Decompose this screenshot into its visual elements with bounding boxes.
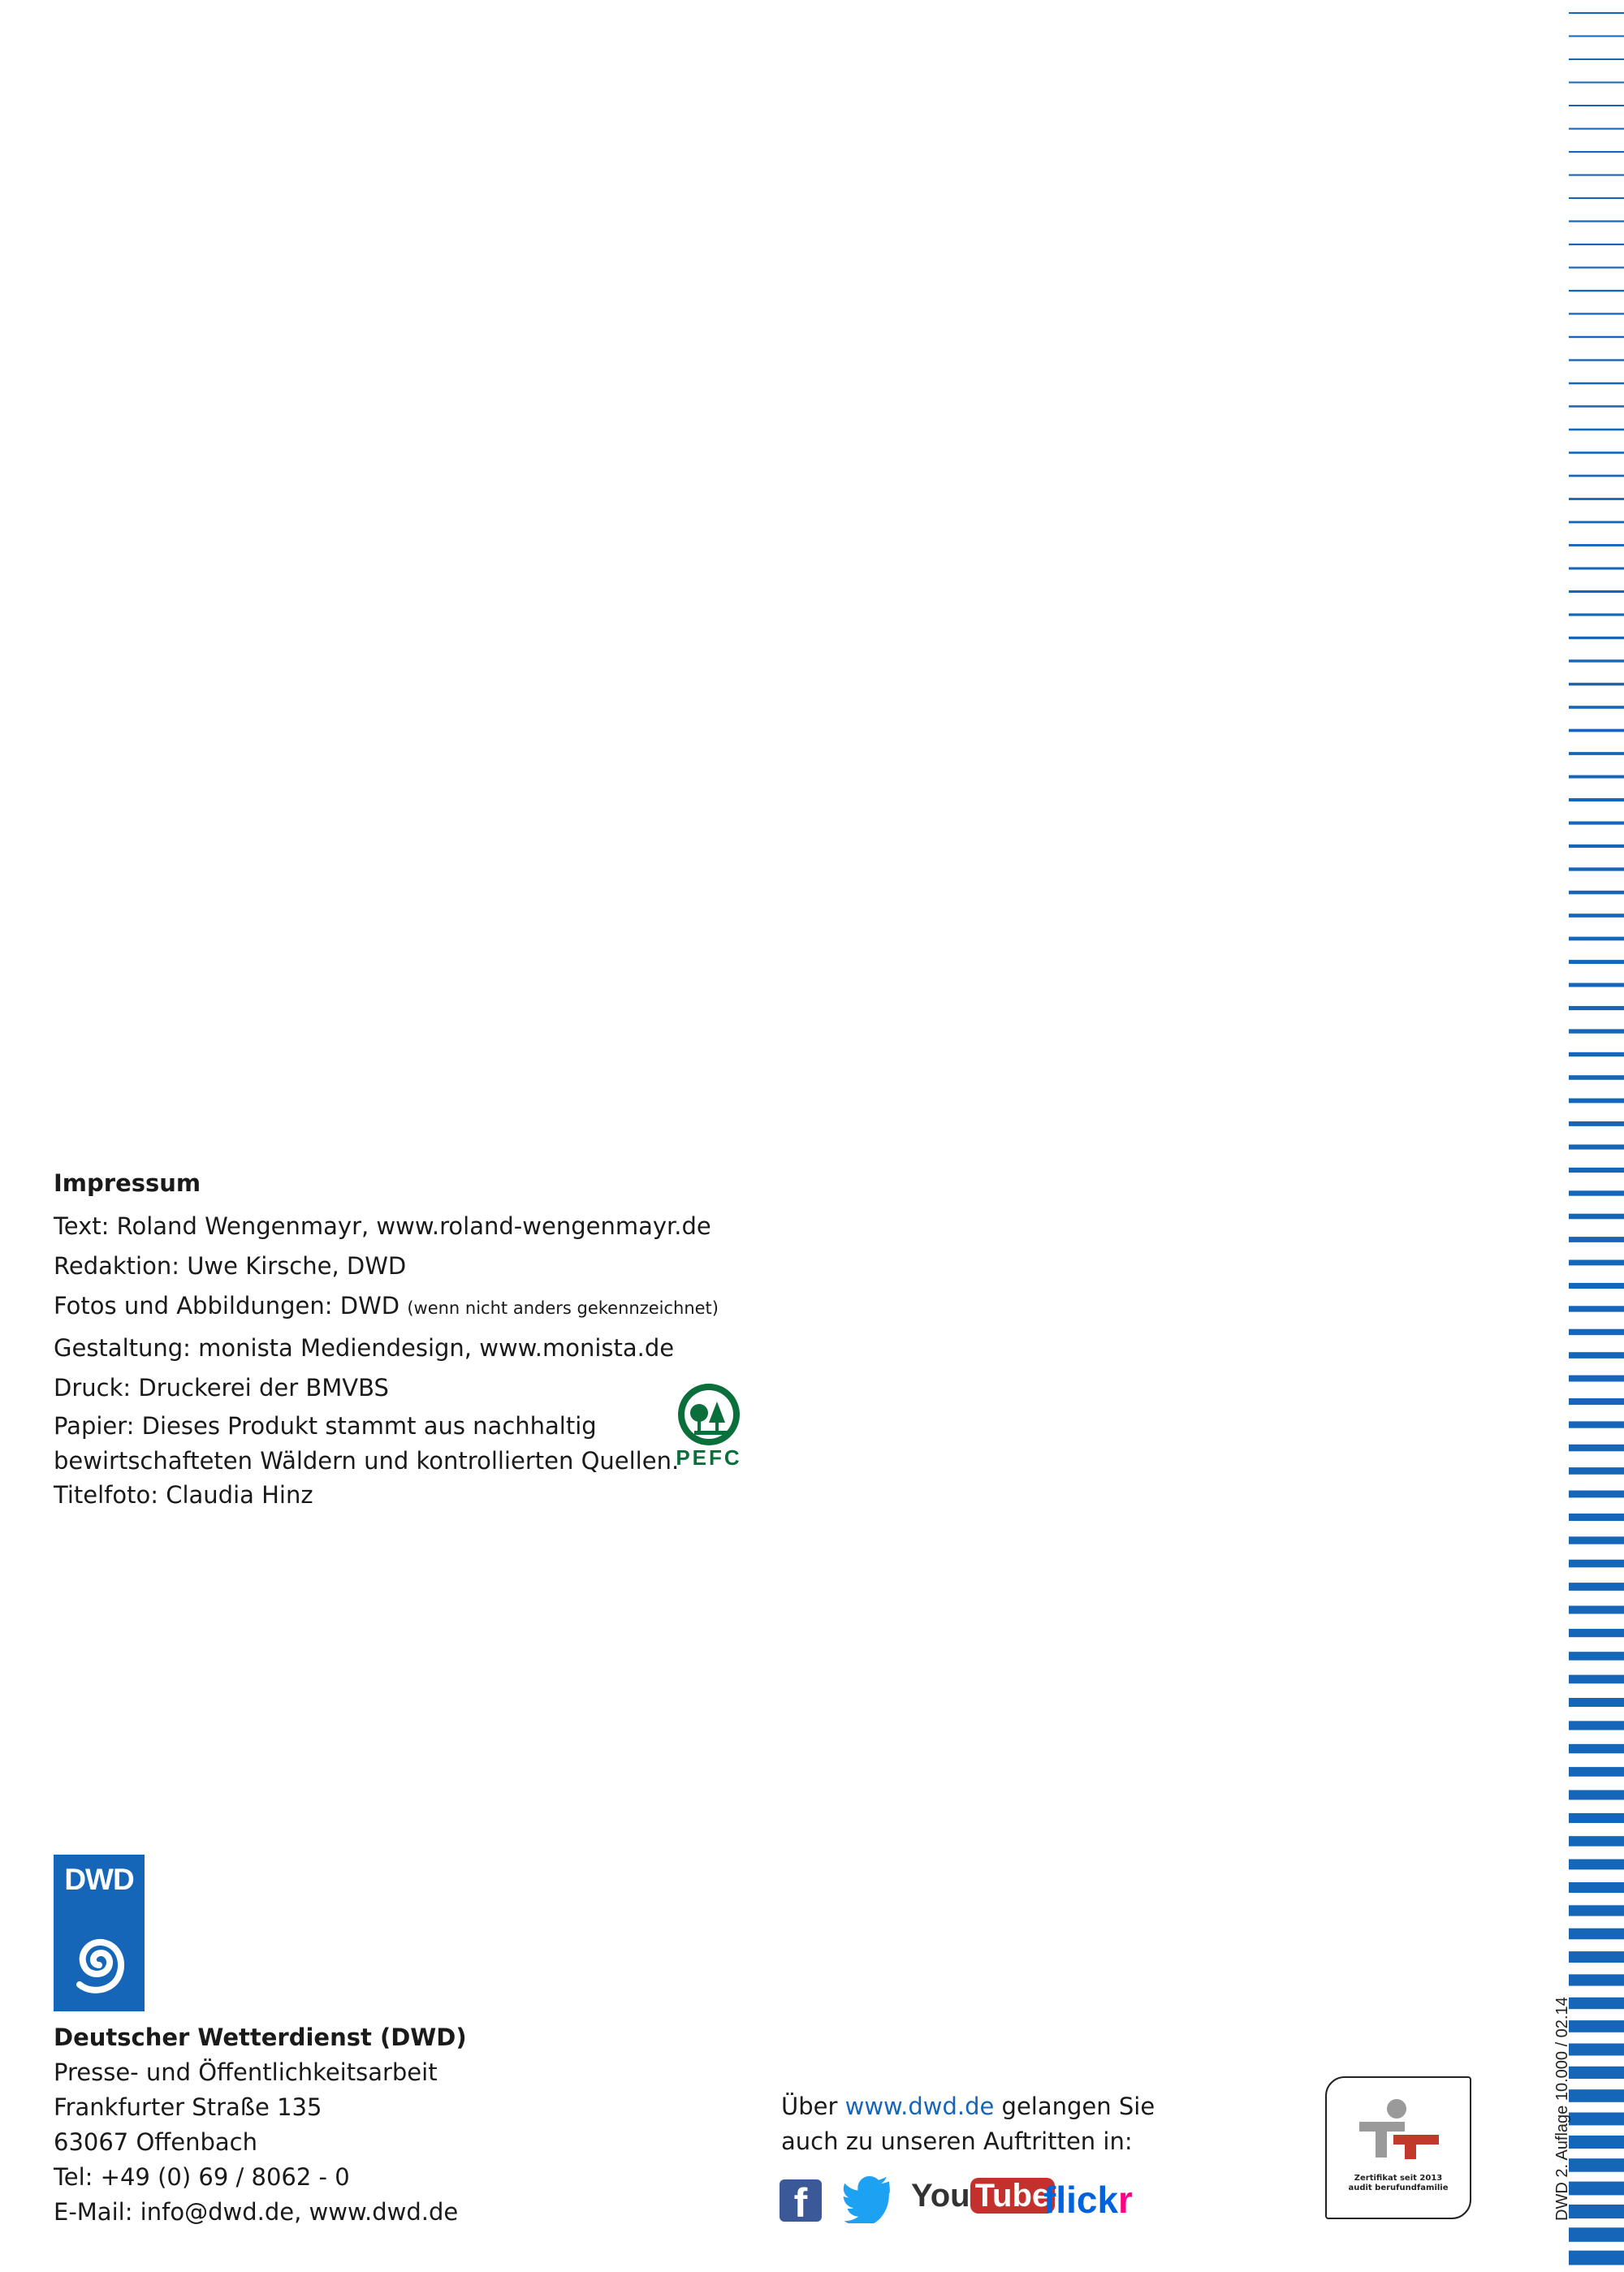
stripe (1569, 429, 1624, 431)
stripe (1569, 1652, 1624, 1661)
stripe (1569, 1398, 1624, 1405)
stripe (1569, 290, 1624, 292)
spiral-icon (58, 1916, 140, 2006)
impressum-title: Impressum (54, 1169, 201, 1197)
stripe (1569, 683, 1624, 686)
stripe (1569, 1836, 1624, 1847)
stripe (1569, 36, 1624, 37)
stripe (1569, 1951, 1624, 1963)
stripe (1569, 451, 1624, 454)
gestaltung-credit: Gestaltung: monista Mediendesign, www.monista.de (54, 1334, 675, 1362)
titelfoto-credit: Titelfoto: Claudia Hinz (54, 1481, 313, 1509)
stripe (1569, 1929, 1624, 1940)
stripe (1569, 359, 1624, 361)
stripe (1569, 1052, 1624, 1056)
stripe (1569, 1905, 1624, 1916)
fotos-note: (wenn nicht anders gekennzeichnet) (407, 1298, 719, 1318)
stripe (1569, 266, 1624, 268)
print-edition-note: DWD 2. Auflage 10.000 / 02.14 (1553, 1997, 1571, 2221)
text-credit: Text: Roland Wengenmayr, www.roland-wengenmayr.de (54, 1212, 711, 1240)
stripe (1569, 1675, 1624, 1684)
stripe (1569, 197, 1624, 199)
stripe (1569, 937, 1624, 941)
stripe (1569, 1767, 1624, 1777)
stripe (1569, 1974, 1624, 1985)
stripe (1569, 822, 1624, 825)
stripe (1569, 568, 1624, 570)
department: Presse- und Öffentlichkeitsarbeit (54, 2058, 438, 2086)
stripe (1569, 1491, 1624, 1498)
stripe (1569, 1721, 1624, 1730)
social-prefix: Über (781, 2093, 845, 2120)
stripe (1569, 12, 1624, 14)
stripe (1569, 82, 1624, 84)
stripe (1569, 105, 1624, 106)
stripe (1569, 2020, 1624, 2032)
stripe (1569, 798, 1624, 801)
stripe (1569, 1099, 1624, 1104)
stripe (1569, 1882, 1624, 1893)
stripe (1569, 1237, 1624, 1242)
fotos-label: Fotos und Abbildungen: DWD (54, 1292, 400, 1320)
street: Frankfurter Straße 135 (54, 2093, 322, 2121)
stripe (1569, 1352, 1624, 1358)
stripe (1569, 1467, 1624, 1475)
social-text (781, 2089, 1155, 2159)
stripe (1569, 1306, 1624, 1311)
stripe (1569, 1813, 1624, 1823)
stripe (1569, 1514, 1624, 1521)
certificate-text: Zertifikat seit 2013 audit berufundfamilie (1348, 2174, 1449, 2192)
youtube-you: You (911, 2177, 970, 2214)
stripe (1569, 244, 1624, 245)
stripe (1569, 1790, 1624, 1800)
stripe (1569, 1029, 1624, 1033)
stripe (1569, 659, 1624, 662)
stripe (1569, 1121, 1624, 1126)
stripe (1569, 1744, 1624, 1754)
stripe (1569, 752, 1624, 755)
stripe (1569, 1859, 1624, 1870)
stripe (1569, 1214, 1624, 1220)
stripe (1569, 960, 1624, 964)
certificate-badge (1325, 2076, 1471, 2219)
stripe (1569, 891, 1624, 895)
flickr-icon[interactable] (1043, 2178, 1133, 2222)
stripe (1569, 2089, 1624, 2102)
stripe (1569, 2136, 1624, 2149)
stripe (1569, 382, 1624, 385)
stripe (1569, 1698, 1624, 1707)
telephone: Tel: +49 (0) 69 / 8062 - 0 (54, 2163, 350, 2191)
stripe (1569, 220, 1624, 222)
stripe (1569, 2067, 1624, 2079)
stripe (1569, 2227, 1624, 2242)
social-line-1 (781, 2089, 1155, 2124)
stripe-border (1569, 0, 1624, 2272)
flickr-fl: flick (1043, 2179, 1119, 2221)
stripe (1569, 590, 1624, 593)
stripe (1569, 151, 1624, 153)
stripe (1569, 1260, 1624, 1266)
stripe (1569, 1421, 1624, 1428)
stripe (1569, 1560, 1624, 1568)
stripe (1569, 867, 1624, 870)
stripe (1569, 1006, 1624, 1010)
redaktion-credit: Redaktion: Uwe Kirsche, DWD (54, 1252, 407, 1280)
stripe (1569, 2044, 1624, 2056)
stripe (1569, 1536, 1624, 1544)
facebook-icon[interactable]: f (780, 2179, 822, 2222)
stripe (1569, 1606, 1624, 1614)
stripe (1569, 175, 1624, 176)
stripe (1569, 729, 1624, 732)
stripe (1569, 2182, 1624, 2196)
youtube-tube: Tube (970, 2178, 1056, 2214)
stripe (1569, 405, 1624, 408)
stripe (1569, 1075, 1624, 1080)
audit-logo-icon (1327, 2078, 1470, 2175)
stripe (1569, 2113, 1624, 2126)
stripe (1569, 1145, 1624, 1150)
address-block (54, 2020, 467, 2230)
stripe (1569, 2158, 1624, 2172)
stripe (1569, 613, 1624, 616)
stripe (1569, 1283, 1624, 1289)
stripe (1569, 775, 1624, 779)
stripe (1569, 1583, 1624, 1591)
svg-text:PEFC: PEFC (676, 1445, 742, 1470)
stripe (1569, 475, 1624, 477)
youtube-icon[interactable] (911, 2176, 1055, 2223)
city: 63067 Offenbach (54, 2128, 258, 2156)
stripe (1569, 1998, 1624, 2009)
stripe (1569, 1168, 1624, 1173)
stripe (1569, 1629, 1624, 1637)
social-line-2: auch zu unseren Auftritten in: (781, 2127, 1133, 2155)
stripe (1569, 2251, 1624, 2266)
stripe (1569, 1376, 1624, 1382)
stripe (1569, 983, 1624, 987)
stripe (1569, 2205, 1624, 2218)
stripe (1569, 58, 1624, 60)
papier-line-2: bewirtschafteten Wäldern und kontrollierten Quellen. (54, 1447, 680, 1475)
organization-name: Deutscher Wetterdienst (DWD) (54, 2024, 467, 2051)
pefc-logo-icon (670, 1380, 748, 1470)
stripe (1569, 521, 1624, 524)
twitter-icon[interactable] (841, 2176, 896, 2223)
stripe (1569, 128, 1624, 130)
stripe (1569, 1329, 1624, 1336)
stripe (1569, 498, 1624, 500)
dwd-logo-text: DWD (64, 1863, 134, 1896)
stripe (1569, 313, 1624, 314)
flickr-r: r (1118, 2179, 1133, 2221)
stripe (1569, 844, 1624, 848)
stripe (1569, 1190, 1624, 1195)
druck-credit: Druck: Druckerei der BMVBS (54, 1374, 389, 1402)
dwd-website-link[interactable]: www.dwd.de (844, 2093, 995, 2120)
stripe (1569, 1445, 1624, 1452)
stripe (1569, 637, 1624, 639)
social-suffix: gelangen Sie (994, 2093, 1155, 2120)
stripe (1569, 706, 1624, 709)
papier-line-1: Papier: Dieses Produkt stammt aus nachhaltig (54, 1412, 597, 1440)
stripe (1569, 544, 1624, 546)
stripe (1569, 336, 1624, 338)
stripe (1569, 914, 1624, 918)
dwd-logo (54, 1855, 145, 2011)
email-line: E-Mail: info@dwd.de, www.dwd.de (54, 2198, 459, 2226)
fotos-credit (54, 1286, 784, 1328)
